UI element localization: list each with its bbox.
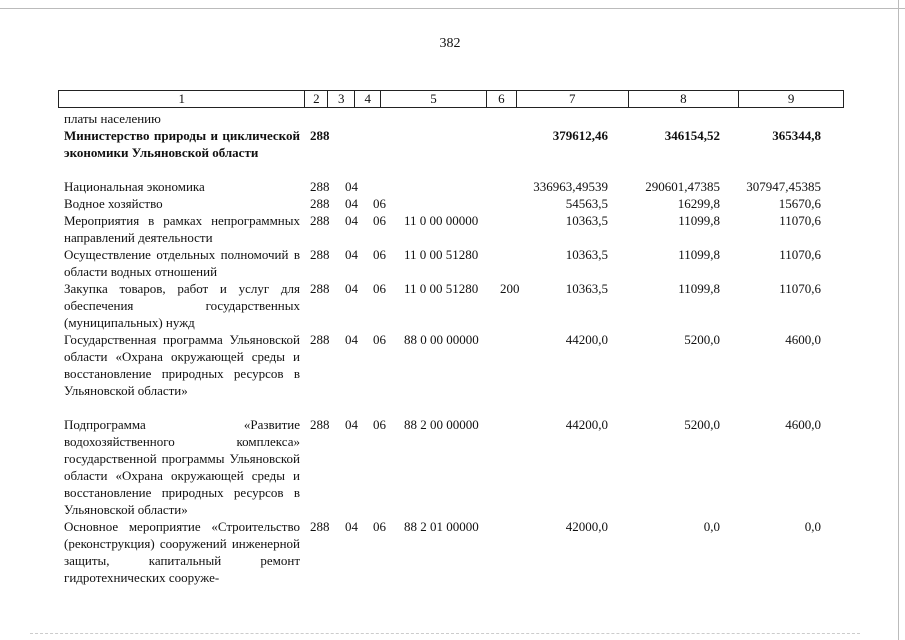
cell-col-7: 44200,0: [565, 417, 608, 432]
cell-col-4: 06: [373, 247, 386, 262]
cell-col-8: 16299,8: [677, 196, 720, 211]
row-name: Подпрограмма «Развитие водохозяйственного комплекса» государственной программы Ульяновской области «Охрана окружающей среды и восстановление природных ресурсов в Ульяновской области»: [64, 417, 300, 517]
cell-col-9: 11070,6: [779, 247, 821, 262]
row-name: платы населению: [64, 111, 161, 126]
cell-col-4: 06: [373, 519, 386, 534]
cell-col-4: 06: [373, 417, 386, 432]
row-name: Министерство природы и циклической экономики Ульяновской области: [64, 128, 300, 160]
cell-col-6: 200: [500, 281, 520, 296]
cell-col-3: 04: [345, 179, 358, 194]
cell-col-7: 10363,5: [565, 281, 608, 296]
cell-col-8: 11099,8: [678, 213, 720, 228]
table-row: [0, 280, 905, 331]
cell-col-3: 04: [345, 213, 358, 228]
column-header-2: 2: [305, 91, 328, 107]
cell-col-4: 06: [373, 281, 386, 296]
cell-col-2: 288: [310, 281, 330, 296]
cell-col-4: 06: [373, 332, 386, 347]
column-header-4: 4: [355, 91, 381, 107]
cell-col-5: 88 2 00 00000: [404, 417, 479, 432]
cell-col-7: 42000,0: [565, 519, 608, 534]
cell-col-2: 288: [310, 417, 330, 432]
cell-col-8: 11099,8: [678, 247, 720, 262]
table-row: [0, 331, 905, 416]
bottom-scan-artifact: [30, 633, 860, 634]
cell-col-8: 5200,0: [684, 332, 720, 347]
cell-col-7: 10363,5: [565, 247, 608, 262]
cell-col-2: 288: [310, 128, 330, 143]
cell-col-2: 288: [310, 196, 330, 211]
cell-col-2: 288: [310, 247, 330, 262]
page-number: 382: [439, 36, 461, 51]
cell-col-9: 307947,45385: [746, 179, 821, 194]
page-top-border: [0, 8, 905, 9]
cell-col-8: 5200,0: [684, 417, 720, 432]
cell-col-3: 04: [345, 417, 358, 432]
cell-col-5: 88 0 00 00000: [404, 332, 479, 347]
column-header-1: 1: [59, 91, 305, 107]
table-row: [0, 518, 905, 586]
cell-col-9: 0,0: [804, 519, 821, 534]
row-name: Национальная экономика: [64, 179, 205, 194]
cell-col-2: 288: [310, 213, 330, 228]
cell-col-8: 290601,47385: [645, 179, 720, 194]
column-header-6: 6: [487, 91, 517, 107]
cell-col-4: 06: [373, 196, 386, 211]
column-header-7: 7: [517, 91, 629, 107]
row-name: Водное хозяйство: [64, 196, 163, 211]
row-name: Закупка товаров, работ и услуг для обеспечения государственных (муниципальных) нужд: [64, 281, 300, 330]
row-name: Мероприятия в рамках непрограммных направлений деятельности: [64, 213, 300, 245]
cell-col-9: 4600,0: [785, 332, 821, 347]
column-header-3: 3: [328, 91, 355, 107]
table-row: [0, 195, 905, 212]
cell-col-9: 4600,0: [785, 417, 821, 432]
cell-col-8: 11099,8: [678, 281, 720, 296]
cell-col-2: 288: [310, 332, 330, 347]
cell-col-3: 04: [345, 247, 358, 262]
cell-col-2: 288: [310, 179, 330, 194]
cell-col-9: 11070,6: [779, 281, 821, 296]
column-header-8: 8: [629, 91, 740, 107]
table-row: [0, 212, 905, 246]
cell-col-7: 379612,46: [552, 128, 608, 143]
cell-col-2: 288: [310, 519, 330, 534]
cell-col-5: 11 0 00 51280: [404, 247, 479, 262]
cell-col-8: 0,0: [703, 519, 720, 534]
column-header-5: 5: [381, 91, 487, 107]
cell-col-5: 11 0 00 51280: [404, 281, 479, 296]
cell-col-9: 365344,8: [772, 128, 821, 143]
cell-col-7: 336963,49539: [533, 179, 608, 194]
column-header-9: 9: [787, 91, 795, 106]
table-row: [0, 416, 905, 518]
cell-col-9: 11070,6: [779, 213, 821, 228]
row-name: Основное мероприятие «Строительство (реконструкция) сооружений инженерной защиты, капитальный ремонт гидротехнических сооруже-: [64, 519, 300, 585]
table-row: [0, 110, 905, 127]
row-name: Государственная программа Ульяновской области «Охрана окружающей среды и восстановление природных ресурсов в Ульяновской области»: [64, 332, 300, 398]
row-name: Осуществление отдельных полномочий в области водных отношений: [64, 247, 300, 279]
table-row: [0, 127, 905, 178]
cell-col-3: 04: [345, 519, 358, 534]
cell-col-7: 44200,0: [565, 332, 608, 347]
table-row: [0, 246, 905, 280]
cell-col-7: 54563,5: [565, 196, 608, 211]
cell-col-3: 04: [345, 281, 358, 296]
table-row: [0, 178, 905, 195]
table-body: [0, 110, 905, 586]
cell-col-9: 15670,6: [778, 196, 821, 211]
cell-col-3: 04: [345, 196, 358, 211]
cell-col-5: 88 2 01 00000: [404, 519, 479, 534]
cell-col-5: 11 0 00 00000: [404, 213, 479, 228]
cell-col-3: 04: [345, 332, 358, 347]
table-header: [58, 90, 844, 108]
cell-col-8: 346154,52: [664, 128, 720, 143]
cell-col-4: 06: [373, 213, 386, 228]
cell-col-7: 10363,5: [565, 213, 608, 228]
